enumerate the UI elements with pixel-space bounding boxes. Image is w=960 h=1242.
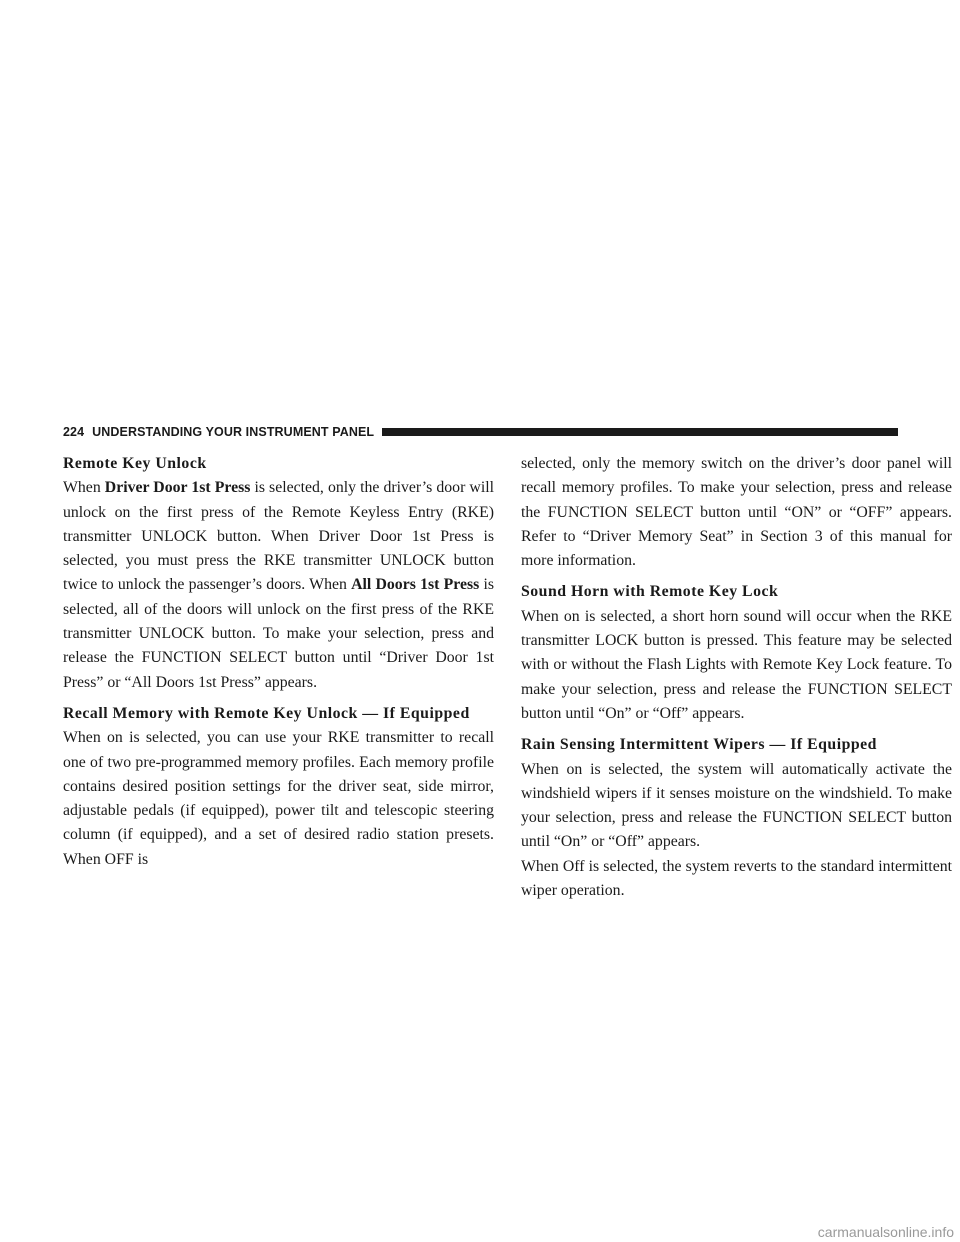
right-column (521, 452, 952, 910)
paragraph-remote-key-unlock (63, 476, 494, 695)
text-segment: is selected, all of the doors will unlock on the first press of the RKE transmitter UNLOCK button. To make your selection, press and release the FUNCTION SELECT button until “Driver Door 1st Press” or “All Doors 1st Press” appears. (63, 576, 495, 691)
left-column (63, 452, 494, 879)
paragraph-rain-sensing-1: When on is selected, the system will automatically activate the windshield wipers if it senses moisture on the windshield. To make your selection, press and release the FUNCTION SELECT button until “On” or “Off” appears. (521, 760, 952, 851)
text-segment: When (63, 479, 105, 497)
option-driver-door-first-press: Driver Door 1st Press (104, 479, 251, 497)
running-header (63, 422, 898, 442)
paragraph-recall-memory: When on is selected, you can use your RKE transmitter to recall one of two pre-programmed memory profiles. Each memory profile contains desired position settings for the driver seat, side mirror, adjustable pedals (if equipped), power tilt and telescopic steering column (if equipped), and a set of desired radio station presets. When OFF is (63, 729, 494, 868)
paragraph-sound-horn: When on is selected, a short horn sound will occur when the RKE transmitter LOCK button is pressed. This feature may be selected with or without the Flash Lights with Remote Key Lock feature. To make your selection, press and release the FUNCTION SELECT button until “On” or “Off” appears. (521, 607, 952, 722)
heading-sound-horn: Sound Horn with Remote Key Lock (521, 583, 779, 601)
option-all-doors-first-press: All Doors 1st Press (351, 576, 480, 594)
heading-remote-key-unlock: Remote Key Unlock (63, 455, 207, 472)
paragraph-recall-memory-continued: selected, only the memory switch on the driver’s door panel will recall memory profiles. To make your selection, press and release the FUNCTION SELECT button until “ON” or “OFF” appears. Refer to “Driver Memory Seat” in Section 3 of this manual for more information. (521, 455, 952, 570)
text-segment: is selected, only the driver’s door will unlock on the first press of the Remote Keyless Entry (RKE) transmitter UNLOCK button. When Driver Door 1st Press is selected, you must press the RKE transmitter UNLOCK button twice to unlock the passenger’s doors. When (63, 479, 494, 594)
header-rule (382, 428, 898, 436)
page-number: 224 (63, 425, 85, 439)
paragraph-rain-sensing-2: When Off is selected, the system reverts to the standard intermittent wiper operation. (521, 857, 952, 900)
section-title: UNDERSTANDING YOUR INSTRUMENT PANEL (92, 425, 375, 439)
watermark-attribution: carmanualsonline.info (817, 1224, 954, 1240)
heading-recall-memory: Recall Memory with Remote Key Unlock — If Equipped (63, 704, 470, 722)
heading-rain-sensing-wipers: Rain Sensing Intermittent Wipers — If Equipped (521, 736, 877, 754)
